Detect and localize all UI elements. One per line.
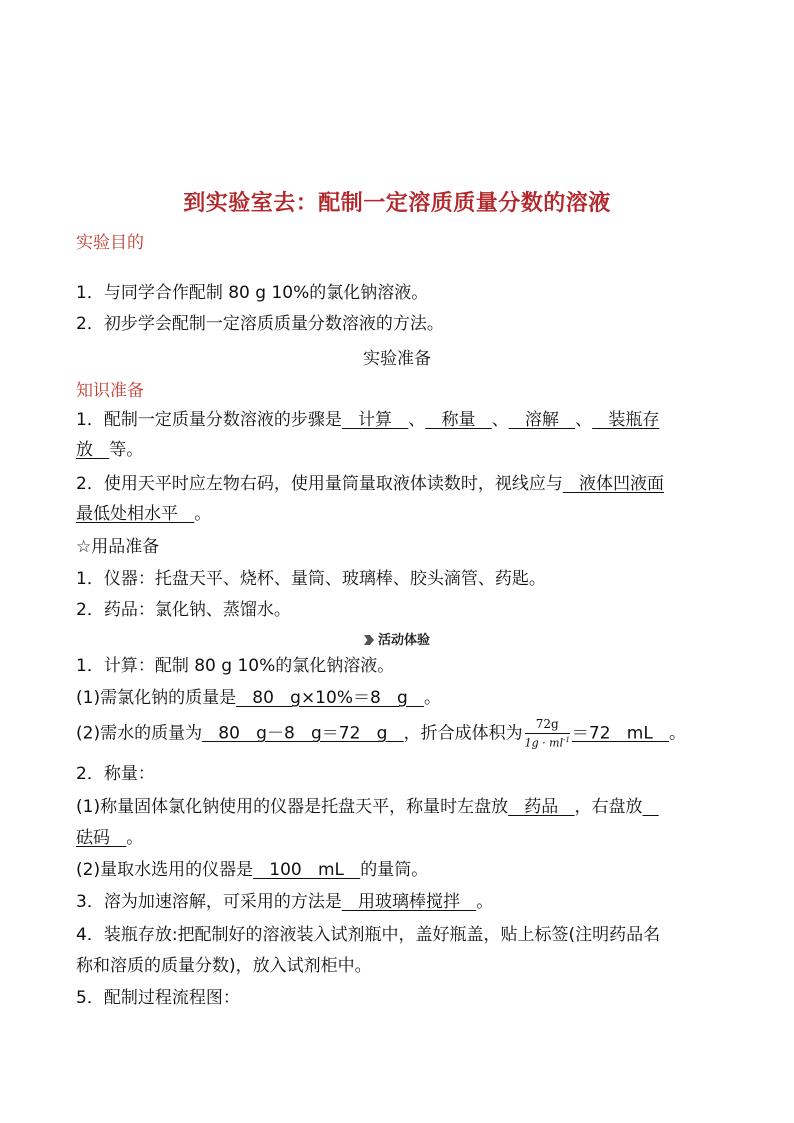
fraction-numerator: 72g [525,718,570,734]
store-item-line1: 4．装瓶存放:把配制好的溶液装入试剂瓶中，盖好瓶盖，贴上标签(注明药品名 [76,925,661,945]
activity-arrow-icon [364,635,374,645]
c2-answer: 80 g－8 g＝72 g [202,723,404,744]
store-item-line2: 称和溶质的质量分数)，放入试剂柜中。 [76,956,372,976]
q2-answer-a: 液体凹液面 [562,474,665,494]
activity-heading-label: 活动体验 [377,633,430,648]
q1-answer-store-b: 放 [76,440,110,460]
q1-prefix: 1．配制一定质量分数溶液的步骤是 [76,410,342,430]
fraction-denominator [525,734,570,749]
q2-suffix: 。 [194,504,212,524]
fraction-denominator-base: 1g · ml [524,736,564,750]
w2-prefix: (2)量取水选用的仪器是 [76,860,254,880]
c2-mid: ，折合成体积为 [403,723,523,744]
w2-suffix: 的量筒。 [360,860,429,880]
q1-suffix: 等。 [109,440,144,460]
c2-volume-answer: ＝72 mL [571,723,670,744]
w1-prefix: (1)称量固体氯化钠使用的仪器是托盘天平，称量时左盘放 [76,797,509,817]
activity-heading [0,629,794,648]
q1-sep-2: 、 [491,410,509,430]
fraction-exponent: -1 [563,736,570,744]
q2-prefix: 2．使用天平时应左物右码，使用量筒量取液体读数时，视线应与 [76,474,563,494]
d-prefix: 3．溶为加速溶解，可采用的方法是 [76,892,342,912]
knowledge-heading: 知识准备 [76,381,144,401]
knowledge-q2-line1 [76,472,721,496]
weigh-title: 2．称量： [76,764,155,784]
q1-answer-store-a: 装瓶存 [592,410,660,430]
c1-answer: 80 g×10%＝8 g [236,688,424,708]
purpose-item-2: 2．初步学会配制一定溶质质量分数溶液的方法。 [76,314,444,334]
w1-answer-left: 药品 [508,797,575,817]
purpose-heading: 实验目的 [76,233,144,253]
q1-answer-dissolve: 溶解 [508,410,576,430]
supplies-heading: ☆用品准备 [76,537,160,557]
w1-answer-right-a [643,797,659,817]
d-answer: 用玻璃棒搅拌 [341,892,477,912]
calc-item-1 [76,686,721,710]
w1-suffix: 。 [126,828,144,848]
weigh-item-2 [76,858,721,882]
calc-item-2 [76,718,721,749]
q1-sep-3: 、 [575,410,593,430]
c1-prefix: (1)需氯化钠的质量是 [76,688,237,708]
calc-title: 1．计算：配制 80 g 10%的氯化钠溶液。 [76,656,395,676]
w1-mid: ，右盘放 [574,797,643,817]
q2-answer-b: 最低处相水平 [76,504,195,524]
dissolve-item [76,890,721,914]
w1-answer-right-b: 砝码 [76,828,127,848]
q1-answer-weigh: 称量 [425,410,492,430]
supplies-item-2: 2．药品：氯化钠、蒸馏水。 [76,600,291,620]
c2-suffix: 。 [669,723,687,744]
q1-sep-1: 、 [408,410,426,430]
prep-heading: 实验准备 [363,349,431,369]
w2-answer: 100 mL [253,860,361,880]
weigh-item-1-line2 [76,826,721,850]
knowledge-q2-line2 [76,502,721,526]
knowledge-q1-line1 [76,408,721,432]
flow-item: 5．配制过程流程图： [76,988,240,1008]
volume-fraction [525,718,570,749]
supplies-item-1: 1．仪器：托盘天平、烧杯、量筒、玻璃棒、胶头滴管、药匙。 [76,569,546,589]
c2-prefix: (2)需水的质量为 [76,723,203,744]
purpose-item-1: 1．与同学合作配制 80 g 10%的氯化钠溶液。 [76,283,429,303]
c1-suffix: 。 [424,688,441,708]
knowledge-q1-line2 [76,438,721,462]
page-title: 到实验室去：配制一定溶质质量分数的溶液 [183,191,611,216]
d-suffix: 。 [476,892,494,912]
q1-answer-calc: 计算 [341,410,409,430]
weigh-item-1-line1 [76,795,721,819]
